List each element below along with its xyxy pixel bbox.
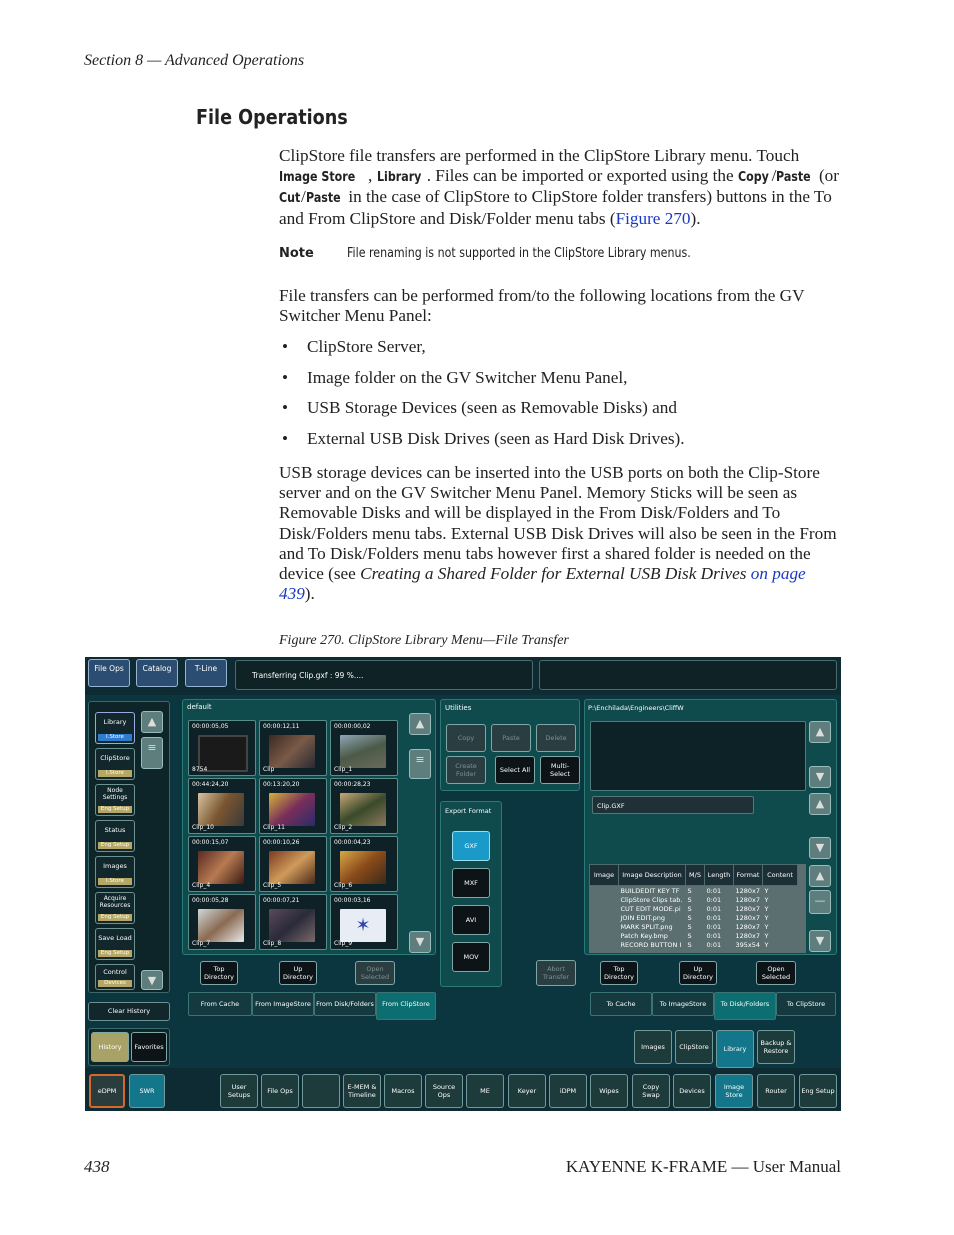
table-row[interactable]: Patch Key.bmp S 0:01 1280x7 Y	[620, 931, 769, 940]
clip-thumbnail[interactable]: 00:00:05,05 8754	[188, 720, 256, 776]
clip-thumbnail[interactable]: 00:44:24,20 Clip_10	[188, 778, 256, 834]
copy-button[interactable]: Copy	[446, 724, 486, 752]
file-scroll-down-icon[interactable]: ▼	[809, 837, 831, 859]
me-button[interactable]: ME	[466, 1074, 504, 1108]
format-mov-button[interactable]: MOV	[452, 942, 490, 972]
clip-thumbnail[interactable]: 00:00:12,11 Clip	[259, 720, 327, 776]
image-list-table	[589, 864, 798, 949]
favorites-button[interactable]: Favorites	[131, 1032, 167, 1062]
history-scroll-up-icon[interactable]: ▲	[141, 711, 163, 733]
table-row[interactable]: JOIN EDIT.png S 0:01 1280x7 Y	[620, 913, 769, 922]
clip-thumbnail[interactable]: 00:13:20,20 Clip_11	[259, 778, 327, 834]
table-row[interactable]: MARK SPLIT.png S 0:01 1280x7 Y	[620, 922, 769, 931]
folder-list[interactable]	[590, 721, 806, 791]
right-open-selected-button[interactable]: Open Selected	[756, 961, 796, 985]
multi-select-button[interactable]: Multi-Select	[540, 756, 580, 784]
history-button[interactable]: History	[91, 1032, 129, 1062]
thumbs-scroll-up-icon[interactable]: ▲	[409, 713, 431, 735]
list-item: • USB Storage Devices (seen as Removable Disks) and	[279, 398, 685, 429]
right-top-directory-button[interactable]: Top Directory	[600, 961, 638, 985]
page-link[interactable]: on page 439	[279, 564, 806, 604]
tab-from-clipstore[interactable]: From ClipStore	[376, 992, 436, 1020]
running-header: Section 8 — Advanced Operations	[84, 52, 305, 69]
source-folder-label: default	[187, 703, 212, 711]
control-history-button[interactable]: Control Devices	[95, 964, 135, 990]
copy-swap-button[interactable]: Copy Swap	[632, 1074, 670, 1108]
export-format-label: Export Format	[445, 807, 492, 815]
list-item: • Image folder on the GV Switcher Menu Panel,	[279, 368, 685, 399]
tab-to-imagestore[interactable]: To ImageStore	[652, 992, 714, 1016]
clipstore-history-button[interactable]: ClipStore I.Store	[95, 748, 135, 780]
swr-button[interactable]: SWR	[129, 1074, 165, 1108]
format-gxf-button[interactable]: GXF	[452, 831, 490, 861]
tab-t-line[interactable]: T-Line	[185, 659, 227, 687]
save-load-history-button[interactable]: Save Load Eng Setup	[95, 928, 135, 960]
table-row[interactable]: CUT EDIT MODE.pi S 0:01 1280x7 Y	[620, 904, 769, 913]
clipstore-library-screenshot	[85, 657, 841, 1111]
images-category-button[interactable]: Images	[634, 1030, 672, 1064]
status-history-button[interactable]: Status Eng Setup	[95, 820, 135, 852]
router-button[interactable]: Router	[757, 1074, 795, 1108]
list-scroll-down-icon[interactable]: ▼	[809, 930, 831, 952]
table-row[interactable]: RECORD BUTTON I S 0:01 395x54 Y	[620, 940, 769, 949]
image-store-button[interactable]: Image Store	[715, 1074, 753, 1108]
history-scroll-handle-icon[interactable]: ≡	[141, 737, 163, 769]
table-row[interactable]: ClipStore Clips tab. S 0:01 1280x7 Y	[620, 895, 769, 904]
figure-caption: Figure 270. ClipStore Library Menu—File Transfer	[279, 633, 569, 648]
clip-thumbnail[interactable]: 00:00:05,28 Clip_7	[188, 894, 256, 950]
format-mxf-button[interactable]: MXF	[452, 868, 490, 898]
paste-button[interactable]: Paste	[491, 724, 531, 752]
thumbs-scroll-handle-icon[interactable]: ≡	[409, 749, 431, 779]
wipes-button[interactable]: Wipes	[590, 1074, 628, 1108]
backup-restore-category-button[interactable]: Backup & Restore	[757, 1030, 795, 1064]
table-row[interactable]: BUILDEDIT KEY TF S 0:01 1280x7 Y	[620, 886, 769, 895]
thumbnail-grid	[188, 718, 406, 951]
location-list	[279, 337, 685, 459]
folders-scroll-up-icon[interactable]: ▲	[809, 721, 831, 743]
idpm-button[interactable]: iDPM	[549, 1074, 587, 1108]
image-list-header: Image Image Description M/S Length Format Content	[590, 865, 798, 886]
tab-to-clipstore[interactable]: To ClipStore	[776, 992, 836, 1016]
eng-setup-button[interactable]: Eng Setup	[799, 1074, 837, 1108]
list-scroll-handle-icon[interactable]: —	[809, 890, 831, 914]
clipstore-category-button[interactable]: ClipStore	[675, 1030, 713, 1064]
left-open-selected-button[interactable]: Open Selected	[355, 961, 395, 985]
clip-thumbnail[interactable]: 00:00:07,21 Clip_8	[259, 894, 327, 950]
emem-timeline-button[interactable]: E-MEM & Timeline	[343, 1074, 381, 1108]
list-item: • External USB Disk Drives (seen as Hard Disk Drives).	[279, 429, 685, 460]
section-heading: File Operations	[196, 105, 348, 129]
macros-button[interactable]: Macros	[384, 1074, 422, 1108]
right-up-directory-button[interactable]: Up Directory	[679, 961, 717, 985]
source-ops-button[interactable]: Source Ops	[425, 1074, 463, 1108]
delete-button[interactable]: Delete	[536, 724, 576, 752]
node-settings-history-button[interactable]: Node Settings Eng Setup	[95, 784, 135, 816]
page-number: 438	[84, 1157, 110, 1176]
list-scroll-up-icon[interactable]: ▲	[809, 865, 831, 887]
status-field: Transferring Clip.gxf : 99 %....	[235, 660, 533, 690]
left-top-directory-button[interactable]: Top Directory	[200, 961, 238, 985]
paragraph-locations: File transfers can be performed from/to the following locations from the GV Switcher Menu Panel:	[279, 286, 805, 326]
note-label: Note	[279, 246, 314, 261]
tab-from-disk-folders[interactable]: From Disk/Folders	[314, 992, 376, 1016]
tab-to-cache[interactable]: To Cache	[590, 992, 652, 1016]
clip-thumbnail[interactable]: 00:00:00,02 Clip_1	[330, 720, 398, 776]
library-category-button[interactable]: Library	[716, 1030, 754, 1068]
utilities-label: Utilities	[445, 704, 472, 712]
thumbs-scroll-down-icon[interactable]: ▼	[409, 931, 431, 953]
figure-link[interactable]: Figure 270	[615, 208, 691, 228]
folders-scroll-down-icon[interactable]: ▼	[809, 766, 831, 788]
devices-button[interactable]: Devices	[673, 1074, 711, 1108]
destination-path-label: P:\Enchilada\Engineers\CliffW	[588, 704, 684, 712]
paragraph-intro: ClipStore file transfers are performed in the ClipStore Library menu. Touch Image Store , Library . Files can be imported or exported using the Copy /Paste (or Cut/Paste in the case of ClipStore to ClipStore folder transfers) buttons in the To and From ClipStore and Disk/Folder menu tabs (Figure 270).	[279, 146, 839, 228]
history-list	[95, 712, 137, 990]
blank-button[interactable]	[302, 1074, 340, 1108]
library-history-button[interactable]: Library I.Store	[95, 712, 135, 744]
history-scroll-down-icon[interactable]: ▼	[141, 970, 163, 990]
create-folder-button[interactable]: Create Folder	[446, 756, 486, 784]
clip-thumbnail[interactable]: 00:00:28,23 Clip_2	[330, 778, 398, 834]
abort-transfer-button[interactable]: Abort Transfer	[536, 960, 576, 986]
file-ops-button[interactable]: File Ops	[261, 1074, 299, 1108]
file-scroll-up-icon[interactable]: ▲	[809, 793, 831, 815]
left-up-directory-button[interactable]: Up Directory	[279, 961, 317, 985]
edpm-button[interactable]: eDPM	[89, 1074, 125, 1108]
filename-field[interactable]: Clip.GXF	[592, 796, 754, 814]
clip-thumbnail[interactable]: 00:00:10,26 Clip_5	[259, 836, 327, 892]
keyer-button[interactable]: Keyer	[508, 1074, 546, 1108]
status-field-secondary	[539, 660, 837, 690]
images-history-button[interactable]: Images I.Store	[95, 856, 135, 888]
clip-thumbnail[interactable]: 00:00:15,07 Clip_4	[188, 836, 256, 892]
clear-history-button[interactable]: Clear History	[88, 1002, 170, 1021]
clip-thumbnail[interactable]: 00:00:04,23 Clip_6	[330, 836, 398, 892]
clip-thumbnail[interactable]: 00:00:03,16 ✶ Clip_9	[330, 894, 398, 950]
user-setups-button[interactable]: User Setups	[220, 1074, 258, 1108]
note-text: File renaming is not supported in the ClipStore Library menus.	[347, 246, 691, 261]
footer-title: KAYENNE K-FRAME — User Manual	[565, 1157, 841, 1176]
list-item: • ClipStore Server,	[279, 337, 685, 368]
tab-file-ops[interactable]: File Ops	[88, 659, 130, 687]
select-all-button[interactable]: Select All	[495, 756, 535, 784]
tab-from-imagestore[interactable]: From ImageStore	[252, 992, 314, 1016]
star-icon: ✶	[340, 909, 386, 942]
paragraph-usb: USB storage devices can be inserted into the USB ports on both the Clip-Store server and on the GV Switcher Menu Panel. Memory Sticks will be seen as Removable Disks and will be displayed in the From Disk/Folders and To Disk/Folders menu tabs. External USB Disk Drives will also be seen in the From and To Disk/Folders menu tabs however first a shared folder is needed on the device (see Creating a Shared Folder for External USB Disk Drives on page 439).	[279, 463, 837, 604]
format-avi-button[interactable]: AVI	[452, 905, 490, 935]
tab-catalog[interactable]: Catalog	[136, 659, 178, 687]
tab-to-disk-folders[interactable]: To Disk/Folders	[714, 992, 776, 1020]
acquire-resources-history-button[interactable]: Acquire Resources Eng Setup	[95, 892, 135, 924]
tab-from-cache[interactable]: From Cache	[188, 992, 252, 1016]
